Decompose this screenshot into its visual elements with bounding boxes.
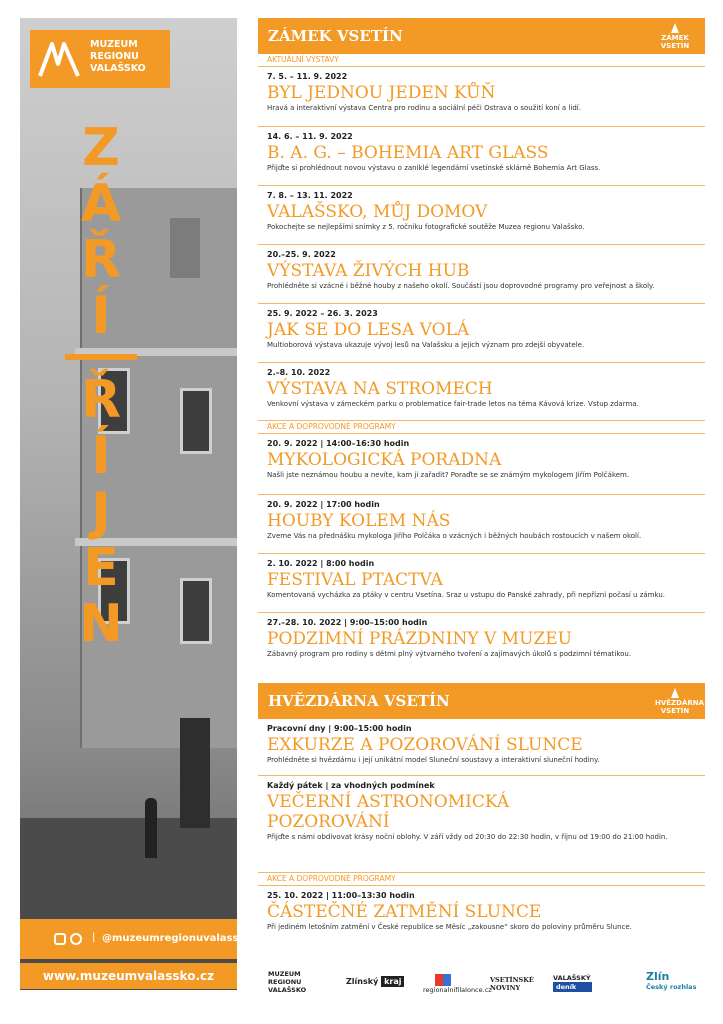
section-header-zamek xyxy=(258,18,705,54)
partner-line: Český rozhlas xyxy=(646,983,697,991)
program-list xyxy=(258,18,705,942)
tower-icon xyxy=(671,23,679,33)
month-letter: Ř xyxy=(80,370,122,430)
doorway xyxy=(180,718,210,828)
month-letter: N xyxy=(79,594,123,654)
partner-line: MUZEUM xyxy=(268,970,301,978)
chimney xyxy=(170,218,200,278)
museum-m-icon xyxy=(36,36,82,82)
item-date: 7. 5. – 11. 9. 2022 xyxy=(267,72,348,81)
item-date: 27.–28. 10. 2022 | 9:00–15:00 hodin xyxy=(267,618,428,627)
item-date: 20. 9. 2022 | 17:00 hodin xyxy=(267,500,380,509)
item-desc: Při jediném letošním zatmění v České republice se Měsíc „zakousne“ skoro do poloviny průměru Slunce. xyxy=(267,923,632,931)
list-item[interactable] xyxy=(258,127,705,186)
section-title: ZÁMEK VSETÍN xyxy=(268,27,403,45)
partner-line: NOVINY xyxy=(490,984,521,992)
museum-logo-line: VALAŠSKO xyxy=(90,63,146,74)
partner-logos xyxy=(268,966,705,1006)
list-item[interactable] xyxy=(258,554,705,613)
badge-line: VSETÍN xyxy=(660,42,690,50)
partner-line: VALAŠSKO xyxy=(268,986,307,994)
item-title: FESTIVAL PTACTVA xyxy=(267,570,443,590)
item-title: BYL JEDNOU JEDEN KŮŇ xyxy=(267,83,496,103)
item-title: VÝSTAVA ŽIVÝCH HUB xyxy=(267,261,470,281)
partner-regionalni-logo[interactable] xyxy=(423,974,492,994)
partner-line: Zlínský xyxy=(346,977,379,986)
list-item[interactable] xyxy=(258,719,705,776)
partner-line: deník xyxy=(553,982,592,992)
month-letter: Ř xyxy=(80,230,122,290)
regional-icon xyxy=(435,974,451,986)
item-desc: Zábavný program pro rodiny s dětmi plný výtvarného tvoření a zajímavých úkolů s podzimní tématikou. xyxy=(267,650,632,658)
museum-logo-line: MUZEUM xyxy=(90,39,138,50)
facebook-icon[interactable] xyxy=(70,933,82,945)
observatory-icon xyxy=(671,688,679,698)
zamek-badge xyxy=(655,23,695,50)
item-title: MYKOLOGICKÁ PORADNA xyxy=(267,450,502,470)
item-desc: Pokochejte se nejlepšími snímky z 5. ročníku fotografické soutěže Muzea regionu Valašsko. xyxy=(267,223,585,231)
list-item[interactable] xyxy=(258,434,705,495)
item-desc: Přijďte s námi obdivovat krásy noční oblohy. V září vždy od 20:30 do 22:30 hodin, v říjnu od 19:00 do 21:00 hodin. xyxy=(267,833,668,841)
item-date: 20.–25. 9. 2022 xyxy=(267,250,336,259)
partner-line: Zlín xyxy=(646,970,670,983)
badge-line: VSETÍN xyxy=(660,707,690,715)
partner-line: REGIONU xyxy=(268,978,302,986)
section-title: HVĚZDÁRNA VSETÍN xyxy=(268,692,450,710)
month-letter: E xyxy=(83,538,119,598)
list-item[interactable] xyxy=(258,67,705,127)
museum-logo[interactable] xyxy=(30,30,170,88)
item-title: VÝSTAVA NA STROMECH xyxy=(267,379,493,399)
list-item[interactable] xyxy=(258,245,705,304)
months-divider xyxy=(65,354,137,360)
group-label: AKCE A DOPROVODNÉ PROGRAMY xyxy=(258,421,705,434)
item-date: 25. 9. 2022 – 26. 3. 2023 xyxy=(267,309,378,318)
partner-vsetinske-noviny-logo[interactable] xyxy=(490,976,534,992)
item-date: 20. 9. 2022 | 14:00–16:30 hodin xyxy=(267,439,410,448)
window xyxy=(180,578,212,644)
list-item[interactable] xyxy=(258,776,705,873)
list-item[interactable] xyxy=(258,613,705,671)
month-letter: Z xyxy=(82,118,120,178)
instagram-icon[interactable] xyxy=(54,933,66,945)
social-separator: | xyxy=(92,932,96,943)
partner-line: kraj xyxy=(381,976,404,987)
group-label: AKTUÁLNÍ VÝSTAVY xyxy=(258,54,705,67)
item-desc: Multioborová výstava ukazuje vývoj lesů na Valašsku a jejich význam pro zdejší obyvatele. xyxy=(267,341,585,349)
item-date: 2. 10. 2022 | 8:00 hodin xyxy=(267,559,375,568)
website-link[interactable]: www.muzeumvalassko.cz xyxy=(20,963,237,989)
group-label: AKCE A DOPROVODNÉ PROGRAMY xyxy=(258,873,705,886)
window xyxy=(180,388,212,454)
item-title: PODZIMNÍ PRÁZDNINY V MUZEU xyxy=(267,629,572,649)
partner-valassky-denik-logo[interactable] xyxy=(553,974,592,992)
item-title: JAK SE DO LESA VOLÁ xyxy=(267,320,470,340)
section-header-hvezdarna xyxy=(258,683,705,719)
museum-logo-text xyxy=(90,39,146,75)
partner-cesky-rozhlas-zlin-logo[interactable] xyxy=(646,970,696,991)
list-item[interactable] xyxy=(258,186,705,245)
item-title: HOUBY KOLEM NÁS xyxy=(267,511,451,531)
item-desc: Našli jste neznámou houbu a nevíte, kam ji zařadit? Poraďte se se známým mykologem Jiřím Polčákem. xyxy=(267,471,630,479)
month-letter: Í xyxy=(91,286,111,346)
partner-zlinsky-kraj-logo[interactable] xyxy=(346,976,404,987)
social-handle[interactable]: @muzeumregionuvalassko xyxy=(102,933,252,944)
item-title: VEČERNÍ ASTRONOMICKÁ POZOROVÁNÍ xyxy=(267,792,510,832)
item-desc: Komentovaná vycházka za ptáky v centru Vsetína. Sraz u vstupu do Panské zahrady, při nepřízni počasí u zámku. xyxy=(267,591,665,599)
partner-line: VSETÍNSKÉ xyxy=(490,976,534,984)
partner-line: VALAŠSKÝ xyxy=(553,974,591,982)
month-letter: Á xyxy=(80,174,122,234)
item-desc: Prohlédněte si hvězdárnu i její unikátní model Sluneční soustavy a interaktivní sluneční hodiny. xyxy=(267,756,600,764)
partner-muzeum-logo[interactable] xyxy=(268,970,306,994)
item-title: EXKURZE A POZOROVÁNÍ SLUNCE xyxy=(267,735,583,755)
months-title xyxy=(46,120,156,652)
month-letter: J xyxy=(91,482,111,542)
item-date: 25. 10. 2022 | 11:00–13:30 hodin xyxy=(267,891,415,900)
list-item[interactable] xyxy=(258,495,705,554)
item-desc: Prohlédněte si vzácné i běžné houby z našeho okolí. Součástí jsou doprovodné programy pro veřejnost a školy. xyxy=(267,282,655,290)
social-bar xyxy=(20,919,252,959)
month-letter: Í xyxy=(91,426,111,486)
hvezdarna-badge xyxy=(655,688,705,715)
list-item[interactable] xyxy=(258,886,705,942)
partner-line: regionalnifilalonce.cz xyxy=(423,986,492,994)
item-desc: Přijďte si prohlédnout novou výstavu o zaniklé legendární vsetínské sklárně Bohemia Art Glass. xyxy=(267,164,601,172)
badge-line: ZÁMEK xyxy=(661,34,689,42)
item-date: Každý pátek | za vhodných podmínek xyxy=(267,781,435,790)
badge-line: HVĚZDÁRNA xyxy=(655,699,705,707)
item-title: ČÁSTEČNÉ ZATMĚNÍ SLUNCE xyxy=(267,902,542,922)
item-desc: Venkovní výstava v zámeckém parku o problematice fair-trade letos na téma Kávová krize. Vstup zdarma. xyxy=(267,400,639,408)
item-desc: Hravá a interaktivní výstava Centra pro rodinu a sociální péči Ostrava o soužití koní a lidí. xyxy=(267,104,581,112)
item-title: VALAŠSKO, MŮJ DOMOV xyxy=(267,202,488,222)
item-date: 2.–8. 10. 2022 xyxy=(267,368,331,377)
item-date: 7. 8. – 13. 11. 2022 xyxy=(267,191,353,200)
item-date: 14. 6. – 11. 9. 2022 xyxy=(267,132,353,141)
item-date: Pracovní dny | 9:00–15:00 hodin xyxy=(267,724,412,733)
item-title: B. A. G. – BOHEMIA ART GLASS xyxy=(267,143,549,163)
item-desc: Zveme Vás na přednášku mykologa Jiřího Polčáka o vzácných i běžných houbách rostoucích v našem okolí. xyxy=(267,532,642,540)
list-item[interactable] xyxy=(258,304,705,363)
list-item[interactable] xyxy=(258,363,705,421)
person-silhouette xyxy=(145,798,157,858)
museum-logo-line: REGIONU xyxy=(90,51,139,62)
